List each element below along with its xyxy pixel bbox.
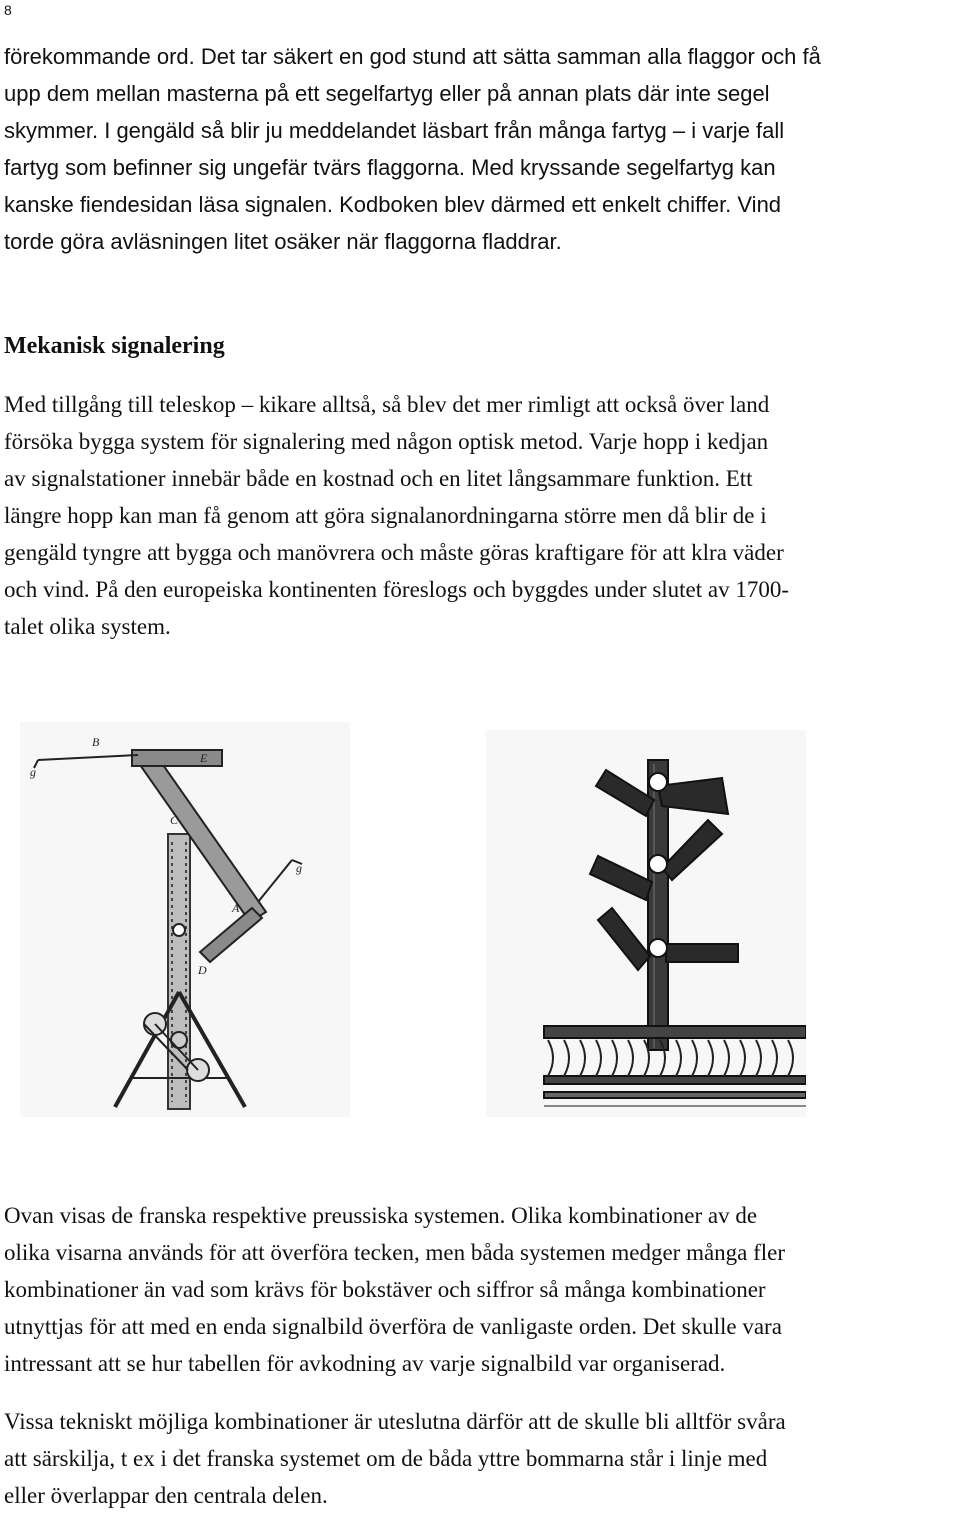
prussian-semaphore-illustration bbox=[486, 730, 806, 1117]
figure-label: g bbox=[30, 765, 36, 779]
text-line: eller överlappar den centrala delen. bbox=[4, 1483, 328, 1508]
french-semaphore-illustration bbox=[20, 722, 350, 1117]
pivot bbox=[173, 924, 185, 936]
text-line: fartyg som befinner sig ungefär tvärs flaggorna. Med kryssande segelfartyg kan bbox=[4, 155, 776, 180]
caption-paragraph bbox=[4, 1197, 956, 1382]
pivot bbox=[649, 939, 667, 957]
pivot bbox=[649, 773, 667, 791]
section-paragraph bbox=[4, 386, 956, 645]
signal-arm bbox=[666, 944, 738, 962]
text-line: olika visarna används för att överföra tecken, men båda systemen medger många fler bbox=[4, 1240, 786, 1265]
text-line: utnyttjas för att med en enda signalbild överföra de vanligaste orden. Det skulle vara bbox=[4, 1314, 782, 1339]
text-line: gengäld tyngre att bygga och manövrera och måste göras kraftigare för att klra väder bbox=[4, 540, 784, 565]
text-line: Ovan visas de franska respektive preussiska systemen. Olika kombinationer av de bbox=[4, 1203, 758, 1228]
pivot bbox=[649, 855, 667, 873]
text-line: kombinationer än vad som krävs för bokstäver och siffror så många kombinationer bbox=[4, 1277, 766, 1302]
text-line: försöka bygga system för signalering med någon optisk metod. Varje hopp i kedjan bbox=[4, 429, 769, 454]
figure-label: A bbox=[232, 901, 240, 915]
text-line: längre hopp kan man få genom att göra signalanordningarna större men då blir de i bbox=[4, 503, 767, 528]
figure-label: g bbox=[296, 861, 302, 875]
pulley bbox=[171, 1032, 187, 1048]
text-line: intressant att se hur tabellen för avkodning av varje signalbild var organiserad. bbox=[4, 1351, 726, 1376]
text-line: och vind. På den europeiska kontinenten föreslogs och byggdes under slutet av 1700- bbox=[4, 577, 790, 602]
figure-label: D bbox=[198, 963, 207, 977]
balcony-rail bbox=[544, 1026, 806, 1038]
text-line: upp dem mellan masterna på ett segelfartyg eller på annan plats där inte segel bbox=[4, 81, 770, 106]
text-line: Vissa tekniskt möjliga kombinationer är uteslutna därför att de skulle bli alltför svåra bbox=[4, 1409, 786, 1434]
text-line: Med tillgång till teleskop – kikare alltså, så blev det mer rimligt att också över land bbox=[4, 392, 770, 417]
figure-label: C bbox=[170, 813, 179, 827]
section-heading: Mekanisk signalering bbox=[4, 333, 225, 359]
top-indicator-arm bbox=[132, 750, 222, 766]
text-line: skymmer. I gengäld så blir ju meddelandet läsbart från många fartyg – i varje fall bbox=[4, 118, 785, 143]
figure-label: B bbox=[92, 735, 100, 749]
text-line: att särskilja, t ex i det franska systemet om de båda yttre bommarna står i linje med bbox=[4, 1446, 768, 1471]
figure-background bbox=[486, 730, 806, 1117]
text-line: av signalstationer innebär både en kostnad och en litet långsammare funktion. Ett bbox=[4, 466, 753, 491]
text-line: kanske fiendesidan läsa signalen. Kodboken blev därmed ett enkelt chiffer. Vind bbox=[4, 192, 782, 217]
text-line: förekommande ord. Det tar säkert en god stund att sätta samman alla flaggor och få bbox=[4, 44, 821, 69]
final-paragraph bbox=[4, 1403, 956, 1514]
intro-paragraph bbox=[4, 38, 956, 260]
text-line: torde göra avläsningen litet osäker när flaggorna fladdrar. bbox=[4, 229, 562, 254]
page-number: 8 bbox=[4, 2, 12, 18]
figure-label: E bbox=[200, 751, 208, 765]
text-line: talet olika system. bbox=[4, 614, 171, 639]
